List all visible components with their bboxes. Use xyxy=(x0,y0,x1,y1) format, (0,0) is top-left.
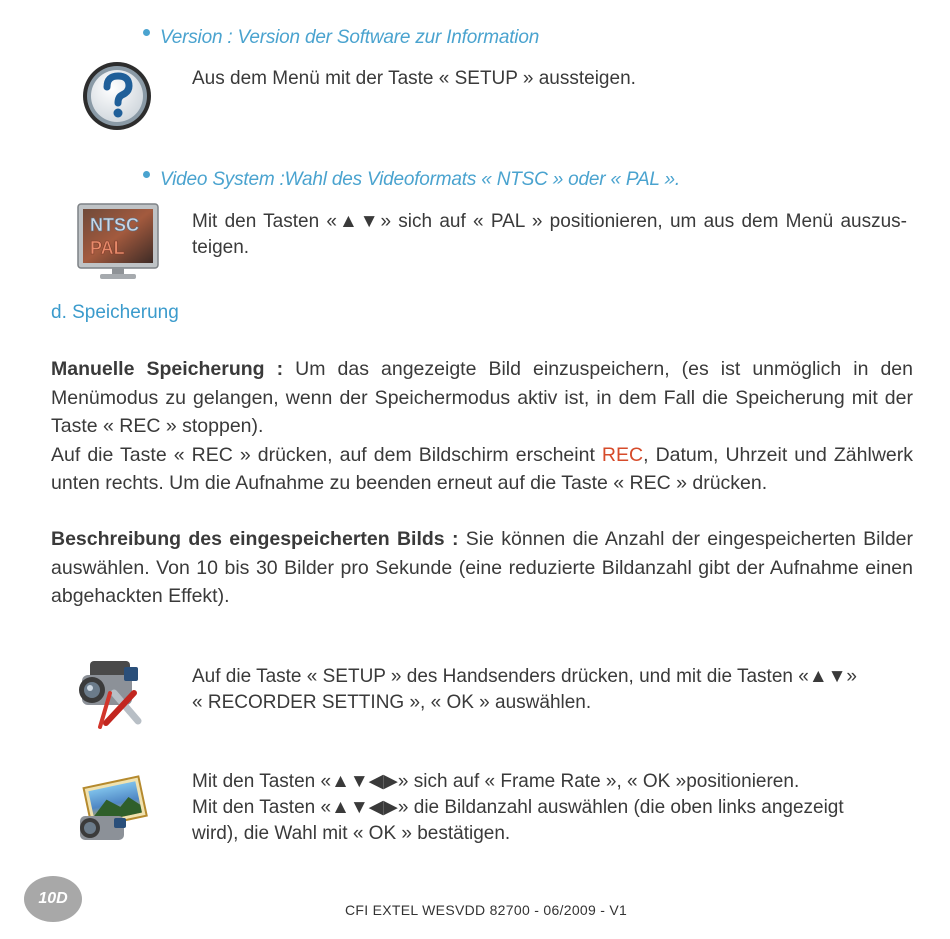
saved-image-title: Beschreibung des eingespeicherten Bilds : xyxy=(51,528,459,550)
step1-line2: « RECORDER SETTING », « OK » auswählen. xyxy=(192,692,592,713)
manual-save-text: Um das angezeigte Bild einzuspeichern, (es ist unmöglich in den Menümodus zu gelangen, wenn der Speichermodus aktiv ist, in dem Fall die Speicherung mit der Taste « REC » stoppen). xyxy=(51,358,913,437)
manual-save-paragraph xyxy=(51,355,913,498)
video-system-instruction-text: Mit den Tasten «▲▼» sich auf « PAL » positionieren, um aus dem Menü auszus-teigen. xyxy=(192,211,907,258)
video-system-label-line xyxy=(143,169,680,191)
section-heading: d. Speicherung xyxy=(51,302,179,323)
step2-line1: Mit den Tasten «▲▼◀▶» sich auf « Frame Rate », « OK »positionieren. xyxy=(192,771,800,792)
tv-monitor-icon xyxy=(76,202,160,282)
version-label: Version : Version der Software zur Information xyxy=(160,27,540,48)
step2-line3: wird), die Wahl mit « OK » bestätigen. xyxy=(192,823,511,844)
video-system-instruction xyxy=(192,209,907,261)
bullet-icon xyxy=(143,29,150,36)
help-question-icon xyxy=(78,57,156,135)
rec-indicator-text: REC xyxy=(601,443,644,466)
video-system-label: Video System :Wahl des Videoformats « NTSC » oder « PAL ». xyxy=(160,169,680,190)
camera-settings-icon xyxy=(70,653,152,735)
ntsc-icon-text: NTSC xyxy=(90,215,139,235)
step2-line2: Mit den Tasten «▲▼◀▶» die Bildanzahl auswählen (die oben links angezeigt xyxy=(192,797,844,818)
version-instruction: Aus dem Menü mit der Taste « SETUP » aussteigen. xyxy=(192,68,636,89)
saved-image-text: Sie können die Anzahl der eingespeicherten Bilder auswählen. Von 10 bis 30 Bilder pro Sekunde (eine reduzierte Bildanzahl gibt der Aufnahme einen abgehackten Effekt). xyxy=(51,528,913,607)
manual-save-text2-after: , Datum, Uhrzeit und Zählwerk unten rechts. Um die Aufnahme zu beenden erneut auf die Taste « REC » drücken. xyxy=(51,443,913,494)
manual-save-title: Manuelle Speicherung : xyxy=(51,358,284,380)
step1-line1: Auf die Taste « SETUP » des Handsenders drücken, und mit die Tasten «▲▼» xyxy=(192,666,857,687)
saved-image-paragraph xyxy=(51,525,913,611)
pal-icon-text: PAL xyxy=(90,238,125,258)
camera-photo-icon xyxy=(74,772,156,848)
document-reference: CFI EXTEL WESVDD 82700 - 06/2009 - V1 xyxy=(345,902,628,918)
step2-text xyxy=(192,769,844,847)
version-label-line xyxy=(143,27,539,49)
page-number-badge: 10D xyxy=(24,876,82,922)
step1-text xyxy=(192,664,857,716)
bullet-icon xyxy=(143,171,150,178)
manual-save-text2-before: Auf die Taste « REC » drücken, auf dem Bildschirm erscheint xyxy=(51,443,602,466)
